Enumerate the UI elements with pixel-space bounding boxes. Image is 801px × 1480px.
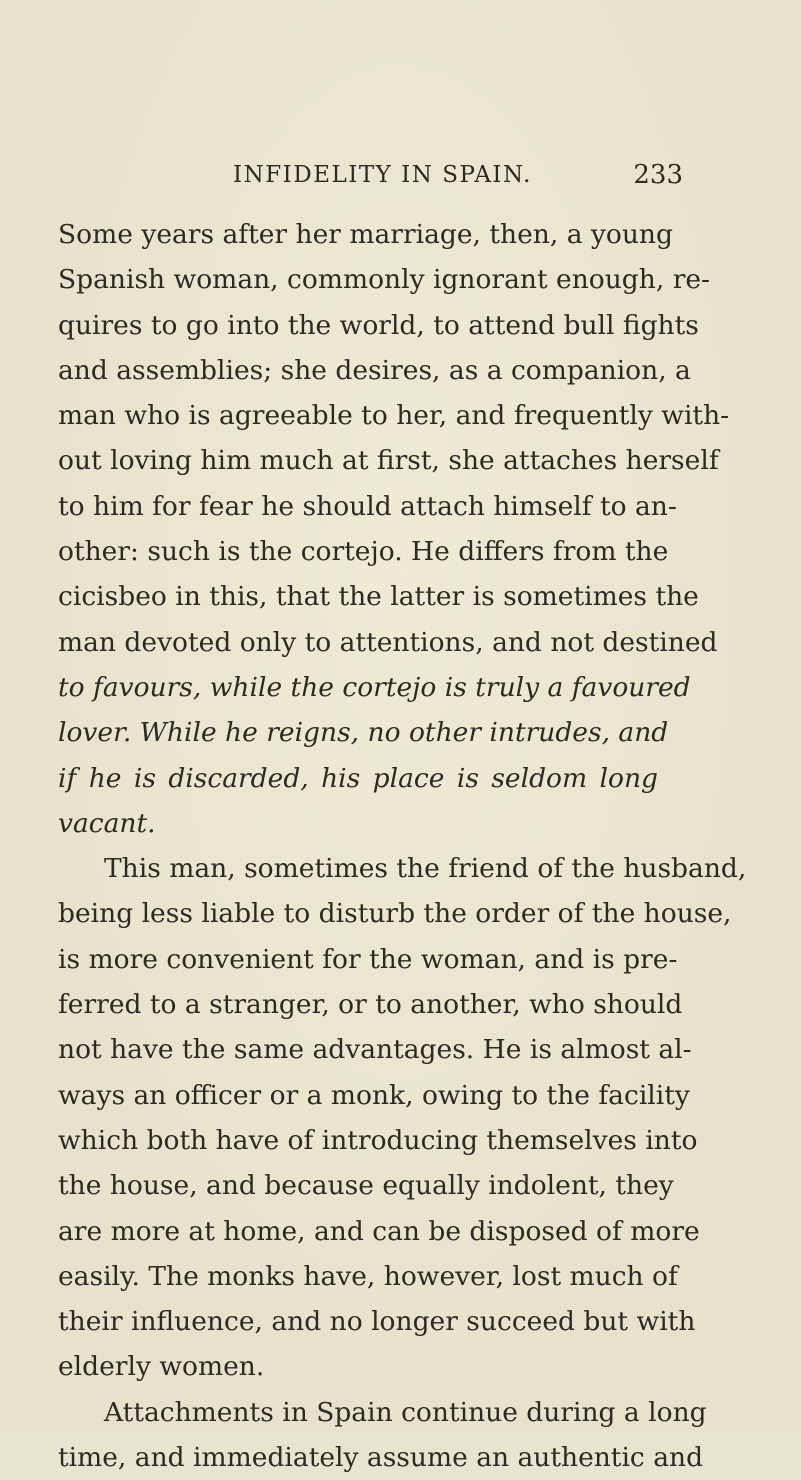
text-line: elderly women. — [58, 1351, 265, 1383]
text-line: which both have of introducing themselves into — [58, 1124, 698, 1156]
text-line: out loving him much at first, she attaches herself — [58, 445, 719, 477]
text-line: man devoted only to attentions, and not destined — [58, 626, 718, 658]
text-line: is more convenient for the woman, and is pre- — [58, 943, 678, 975]
italic-text-line: to favours, while the cortejo is truly a favoured — [58, 671, 691, 703]
italic-text-line: lover. While he reigns, no other intrudes, and — [58, 717, 669, 749]
text-line: Some years after her marriage, then, a young — [58, 219, 673, 250]
page-header — [233, 162, 683, 202]
text-line: other: such is the cortejo. He differs from the — [58, 536, 669, 568]
paragraph-2 — [58, 846, 747, 1390]
italic-text-line: if he is discarded, his place is seldom long — [58, 762, 658, 794]
text-line: their influence, and no longer succeed but with — [58, 1306, 696, 1338]
body-text — [58, 212, 747, 1480]
text-line: cicisbeo in this, that the latter is sometimes the — [58, 581, 699, 613]
text-line: Attachments in Spain continue during a long — [104, 1396, 707, 1428]
text-line: This man, sometimes the friend of the husband, — [104, 853, 747, 885]
text-line: time, and immediately assume an authentic and — [58, 1442, 704, 1474]
text-line: Spanish woman, commonly ignorant enough, re- — [58, 264, 710, 296]
text-line: to him for fear he should attach himself to an- — [58, 490, 677, 522]
text-line: man who is agreeable to her, and frequently with- — [58, 400, 730, 432]
text-line: and assemblies; she desires, as a companion, a — [58, 354, 691, 386]
text-line: ferred to a stranger, or to another, who should — [58, 989, 683, 1021]
paragraph-1 — [58, 212, 730, 846]
text-line: the house, and because equally indolent, they — [58, 1170, 674, 1202]
text-line: ways an officer or a monk, owing to the facility — [58, 1079, 690, 1111]
text-line: being less liable to disturb the order of the house, — [58, 898, 732, 930]
text-line: not have the same advantages. He is almost al- — [58, 1034, 692, 1066]
text-line: are more at home, and can be disposed of more — [58, 1215, 700, 1247]
text-line: easily. The monks have, however, lost much of — [58, 1260, 678, 1292]
italic-text-line: vacant. — [58, 807, 156, 839]
running-head: INFIDELITY IN SPAIN. — [233, 162, 532, 188]
text-line: quires to go into the world, to attend bull fights — [58, 309, 699, 341]
page-number: 233 — [633, 160, 683, 190]
paragraph-3 — [58, 1390, 707, 1480]
